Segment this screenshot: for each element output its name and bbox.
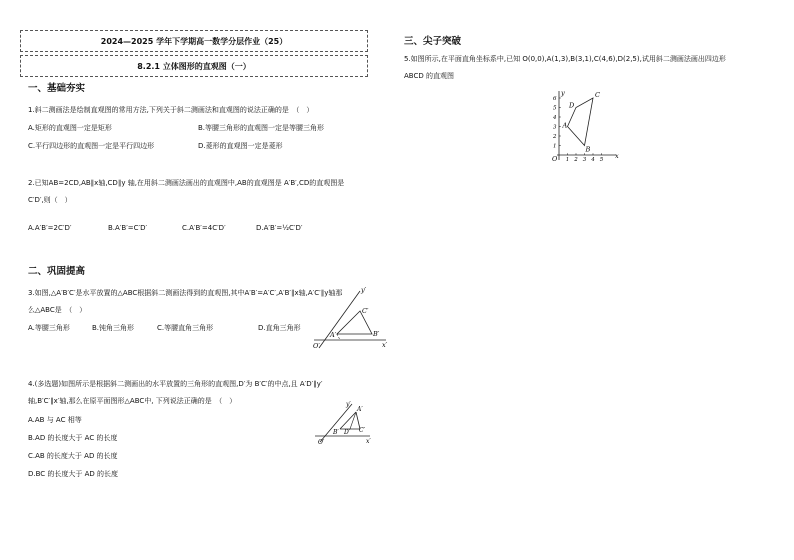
section-heading-3: 三、尖子突破 — [404, 36, 462, 47]
q4-line1: 4.(多选题)如图所示是根据斜二测画出的水平放置的三角形的直观图,D′为 B′C′的中点,且 A′D′∥y′ — [28, 380, 323, 388]
title-box — [20, 30, 368, 52]
q5-y-tick-label: 4 — [553, 115, 557, 121]
q1-option-a: A.矩形的直观图一定是矩形 — [28, 124, 112, 132]
section-heading-2: 二、巩固提高 — [28, 266, 86, 277]
q5-point-label-d: D — [569, 101, 575, 110]
q5-x-tick-label: 5 — [599, 157, 604, 163]
page-subtitle: 8.2.1 立体图形的直观图（一） — [137, 62, 251, 71]
q3-option-a: A.等腰三角形 — [28, 324, 70, 332]
q5-point-label-a: A — [562, 121, 568, 130]
q2-line2: C′D′,则（ ） — [28, 196, 72, 204]
q4-option-a: A.AB 与 AC 相等 — [28, 416, 82, 424]
q4-label-d: D′ — [344, 429, 351, 436]
section-heading-1: 一、基础夯实 — [28, 83, 86, 94]
q4-label-a: A′ — [357, 406, 363, 413]
q5-y-tick-label: 3 — [553, 124, 557, 131]
page-title: 2024—2025 学年下学期高一数学分层作业（25） — [100, 37, 288, 46]
q2-option-d: D.A′B′=½C′D′ — [256, 224, 303, 232]
q5-axis-label-y: y — [561, 89, 565, 97]
q4-label-y: y′ — [346, 401, 351, 408]
q5-line2: ABCD 的直观图 — [404, 72, 454, 80]
q3-option-d: D.直角三角形 — [258, 324, 301, 332]
q5-x-tick-label: 4 — [591, 157, 595, 163]
q3-y-axis — [319, 291, 360, 348]
q1-option-c: C.平行四边形的直观图一定是平行四边形 — [28, 142, 155, 150]
q2-option-a: A.A′B′=2C′D′ — [28, 224, 72, 232]
q5-y-tick-label: 5 — [553, 105, 557, 112]
q5-x-tick-label: 1 — [565, 157, 570, 163]
q3-label-a: A′ — [330, 331, 337, 339]
q4-label-x: x′ — [366, 438, 371, 445]
q4-option-b: B.AD 的长度大于 AC 的长度 — [28, 434, 118, 442]
q5-point-label-b: B — [585, 145, 591, 154]
q1-option-b: B.等腰三角形的直观图一定是等腰三角形 — [198, 124, 325, 132]
q5-y-tick-label: 2 — [553, 134, 557, 140]
q1-option-d: D.菱形的直观图一定是菱形 — [198, 142, 283, 150]
q3-dash — [337, 334, 340, 340]
q4-option-c: C.AB 的长度大于 AD 的长度 — [28, 452, 118, 460]
q3-label-y: y′ — [361, 286, 367, 294]
q4-side-ab — [340, 412, 356, 429]
q3-label-b: B′ — [373, 330, 380, 338]
q4-median-ad — [350, 412, 356, 429]
q3-line1: 3.如图,△A′B′C′是水平放置的△ABC根据斜二测画法得到的直观图,其中A′B′=A′C′,A′B′∥x轴,A′C′∥y轴那 — [28, 289, 343, 297]
q5-y-tick-label: 6 — [553, 96, 557, 102]
q3-option-b: B.钝角三角形 — [92, 324, 135, 332]
q5-point-label-c: C — [595, 91, 600, 99]
q5-axis-label-x: x — [615, 152, 619, 160]
q2-line1: 2.已知AB=2CD,AB∥x轴,CD∥y 轴,在用斜二测画法画出的直观图中,AB的直观图是 A′B′,CD的直观图是 — [28, 179, 345, 187]
q4-label-b: B′ — [333, 429, 339, 436]
q5-axis-label-o: O — [552, 155, 558, 163]
q2-option-b: B.A′B′=C′D′ — [108, 224, 148, 232]
q3-option-c: C.等腰直角三角形 — [157, 324, 214, 332]
q4-line2: 轴,B′C′∥x′轴,那么在原平面图形△ABC中, 下列说法正确的是 （ ） — [28, 397, 237, 405]
q3-label-x: x′ — [382, 341, 388, 349]
q5-figure — [550, 88, 622, 162]
q3-label-c: C′ — [362, 307, 369, 315]
q3-line2: 么△ABC是 （ ） — [28, 306, 87, 314]
q3-figure — [310, 284, 390, 350]
q5-x-tick-label: 3 — [582, 157, 587, 163]
q5-line1: 5.如图所示,在平面直角坐标系中,已知 O(0,0),A(1,3),B(3,1),C(4,6),D(2,5),试用斜二测画法画出四边形 — [404, 55, 726, 63]
q5-x-tick-label: 2 — [574, 157, 578, 163]
q5-point-labels — [562, 91, 601, 154]
subtitle-box — [20, 55, 368, 77]
q1-stem: 1.斜二测画法是绘制直观图的常用方法,下列关于斜二测画法和直观图的说法正确的是 （ ） — [28, 106, 314, 114]
q4-figure — [312, 398, 382, 446]
q5-y-tick-label: 1 — [553, 143, 557, 150]
q3-label-o: O′ — [313, 342, 320, 350]
q4-label-c: C′ — [359, 427, 365, 434]
q2-option-c: C.A′B′=4C′D′ — [182, 224, 226, 232]
q4-option-d: D.BC 的长度大于 AD 的长度 — [28, 470, 119, 478]
q4-label-o: O′ — [318, 439, 325, 446]
